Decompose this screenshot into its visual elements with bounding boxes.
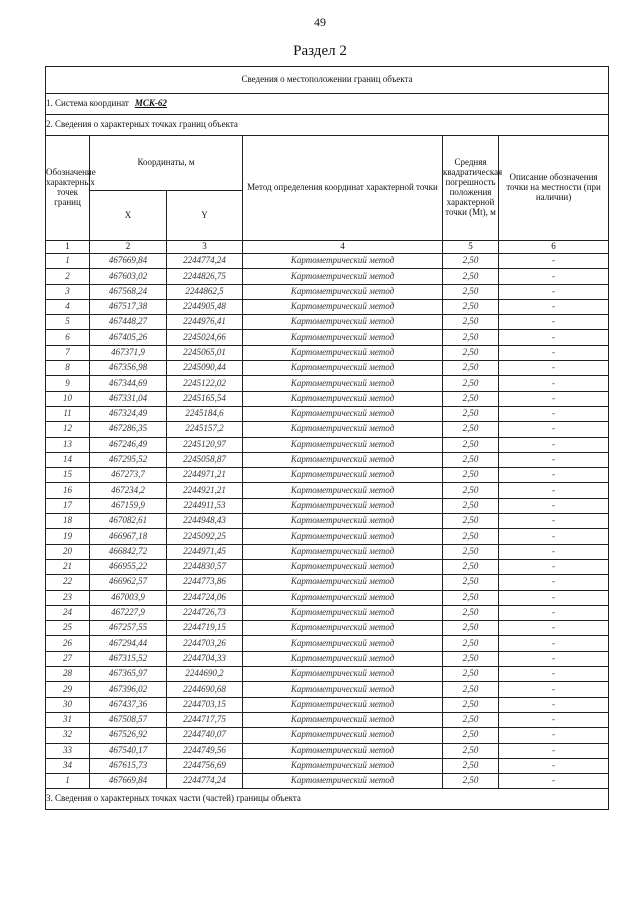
cell-description: - xyxy=(499,391,609,406)
cell-method: Картометрический метод xyxy=(243,559,443,574)
cell-accuracy: 2,50 xyxy=(443,605,499,620)
cell-y-coord: 2244749,56 xyxy=(167,743,243,758)
table-row xyxy=(46,406,609,421)
cell-description: - xyxy=(499,437,609,452)
cell-accuracy: 2,50 xyxy=(443,452,499,467)
header-y: Y xyxy=(167,191,243,241)
cell-method: Картометрический метод xyxy=(243,621,443,636)
cell-x-coord: 467344,69 xyxy=(90,376,167,391)
table-row xyxy=(46,728,609,743)
cell-method: Картометрический метод xyxy=(243,315,443,330)
cell-x-coord: 467526,92 xyxy=(90,728,167,743)
table-row xyxy=(46,621,609,636)
cell-point-id: 1 xyxy=(46,254,90,269)
cell-description: - xyxy=(499,575,609,590)
cell-accuracy: 2,50 xyxy=(443,269,499,284)
table-row xyxy=(46,651,609,666)
cell-y-coord: 2245122,02 xyxy=(167,376,243,391)
cell-y-coord: 2244690,68 xyxy=(167,682,243,697)
column-number: 5 xyxy=(443,241,499,254)
cell-method: Картометрический метод xyxy=(243,743,443,758)
cell-accuracy: 2,50 xyxy=(443,514,499,529)
cell-accuracy: 2,50 xyxy=(443,345,499,360)
cell-description: - xyxy=(499,758,609,773)
cell-x-coord: 467448,27 xyxy=(90,315,167,330)
cell-x-coord: 467257,55 xyxy=(90,621,167,636)
cell-x-coord: 467159,9 xyxy=(90,498,167,513)
cell-point-id: 30 xyxy=(46,697,90,712)
cell-x-coord: 467082,61 xyxy=(90,514,167,529)
cell-y-coord: 2245024,66 xyxy=(167,330,243,345)
cell-accuracy: 2,50 xyxy=(443,330,499,345)
cell-accuracy: 2,50 xyxy=(443,743,499,758)
cell-accuracy: 2,50 xyxy=(443,391,499,406)
header-description: Описание обозначения точки на местности (при наличии) xyxy=(499,136,609,241)
cell-description: - xyxy=(499,514,609,529)
table-row xyxy=(46,682,609,697)
cell-point-id: 17 xyxy=(46,498,90,513)
cell-point-id: 5 xyxy=(46,315,90,330)
cell-y-coord: 2244703,26 xyxy=(167,636,243,651)
cell-point-id: 18 xyxy=(46,514,90,529)
cell-accuracy: 2,50 xyxy=(443,575,499,590)
cell-x-coord: 467273,7 xyxy=(90,468,167,483)
table-row xyxy=(46,437,609,452)
cell-y-coord: 2244976,41 xyxy=(167,315,243,330)
cell-x-coord: 467246,49 xyxy=(90,437,167,452)
table-row xyxy=(46,299,609,314)
cell-y-coord: 2245184,6 xyxy=(167,406,243,421)
cell-y-coord: 2244704,33 xyxy=(167,651,243,666)
cell-point-id: 25 xyxy=(46,621,90,636)
cell-x-coord: 467294,44 xyxy=(90,636,167,651)
cell-y-coord: 2244690,2 xyxy=(167,667,243,682)
cell-description: - xyxy=(499,651,609,666)
cell-description: - xyxy=(499,697,609,712)
table-row xyxy=(46,590,609,605)
cell-point-id: 9 xyxy=(46,376,90,391)
cell-accuracy: 2,50 xyxy=(443,361,499,376)
cell-method: Картометрический метод xyxy=(243,667,443,682)
cell-point-id: 33 xyxy=(46,743,90,758)
cell-x-coord: 467568,24 xyxy=(90,284,167,299)
cell-y-coord: 2245065,01 xyxy=(167,345,243,360)
cell-accuracy: 2,50 xyxy=(443,667,499,682)
cell-accuracy: 2,50 xyxy=(443,254,499,269)
table-row xyxy=(46,712,609,727)
table-row xyxy=(46,269,609,284)
cell-method: Картометрический метод xyxy=(243,406,443,421)
cell-point-id: 31 xyxy=(46,712,90,727)
cell-point-id: 19 xyxy=(46,529,90,544)
cell-x-coord: 467517,38 xyxy=(90,299,167,314)
table-row xyxy=(46,575,609,590)
cell-x-coord: 467508,57 xyxy=(90,712,167,727)
cell-description: - xyxy=(499,743,609,758)
cell-y-coord: 2244717,75 xyxy=(167,712,243,727)
cell-x-coord: 467315,52 xyxy=(90,651,167,666)
cell-accuracy: 2,50 xyxy=(443,758,499,773)
table-row xyxy=(46,330,609,345)
cell-accuracy: 2,50 xyxy=(443,544,499,559)
cell-point-id: 28 xyxy=(46,667,90,682)
cell-method: Картометрический метод xyxy=(243,437,443,452)
cell-accuracy: 2,50 xyxy=(443,483,499,498)
cell-y-coord: 2244911,53 xyxy=(167,498,243,513)
cell-description: - xyxy=(499,498,609,513)
cell-description: - xyxy=(499,452,609,467)
cell-point-id: 20 xyxy=(46,544,90,559)
cell-y-coord: 2245058,87 xyxy=(167,452,243,467)
header-point-designation: Обозначение характерных точек границ xyxy=(46,136,90,241)
cell-description: - xyxy=(499,544,609,559)
cell-point-id: 11 xyxy=(46,406,90,421)
cell-method: Картометрический метод xyxy=(243,728,443,743)
cell-method: Картометрический метод xyxy=(243,345,443,360)
cell-x-coord: 467365,97 xyxy=(90,667,167,682)
cell-point-id: 24 xyxy=(46,605,90,620)
cell-point-id: 1 xyxy=(46,774,90,789)
table-row xyxy=(46,468,609,483)
cell-method: Картометрический метод xyxy=(243,468,443,483)
cell-y-coord: 2244726,73 xyxy=(167,605,243,620)
cell-description: - xyxy=(499,712,609,727)
cell-description: - xyxy=(499,590,609,605)
cell-description: - xyxy=(499,315,609,330)
cell-y-coord: 2244703,15 xyxy=(167,697,243,712)
cell-x-coord: 467356,98 xyxy=(90,361,167,376)
column-number: 3 xyxy=(167,241,243,254)
cell-y-coord: 2245157,2 xyxy=(167,422,243,437)
cell-x-coord: 466955,22 xyxy=(90,559,167,574)
table-row xyxy=(46,514,609,529)
cell-accuracy: 2,50 xyxy=(443,406,499,421)
table-row xyxy=(46,452,609,467)
cell-point-id: 7 xyxy=(46,345,90,360)
cell-point-id: 29 xyxy=(46,682,90,697)
page-number: 49 xyxy=(314,15,326,29)
cell-x-coord: 467295,52 xyxy=(90,452,167,467)
table-row xyxy=(46,529,609,544)
cell-accuracy: 2,50 xyxy=(443,697,499,712)
cell-y-coord: 2244774,24 xyxy=(167,774,243,789)
table-row xyxy=(46,605,609,620)
cell-accuracy: 2,50 xyxy=(443,498,499,513)
cell-method: Картометрический метод xyxy=(243,712,443,727)
cell-point-id: 15 xyxy=(46,468,90,483)
cell-y-coord: 2244773,86 xyxy=(167,575,243,590)
cell-method: Картометрический метод xyxy=(243,605,443,620)
table-row xyxy=(46,361,609,376)
table-row xyxy=(46,315,609,330)
cell-x-coord: 467669,84 xyxy=(90,254,167,269)
cell-y-coord: 2245165,54 xyxy=(167,391,243,406)
cell-y-coord: 2245090,44 xyxy=(167,361,243,376)
cell-method: Картометрический метод xyxy=(243,483,443,498)
cell-description: - xyxy=(499,774,609,789)
cell-y-coord: 2244948,43 xyxy=(167,514,243,529)
cell-x-coord: 467405,26 xyxy=(90,330,167,345)
cell-x-coord: 467371,9 xyxy=(90,345,167,360)
table-row xyxy=(46,391,609,406)
cell-description: - xyxy=(499,361,609,376)
cell-y-coord: 2244724,06 xyxy=(167,590,243,605)
cell-accuracy: 2,50 xyxy=(443,590,499,605)
cell-method: Картометрический метод xyxy=(243,514,443,529)
cell-x-coord: 466842,72 xyxy=(90,544,167,559)
cell-y-coord: 2244719,15 xyxy=(167,621,243,636)
cell-description: - xyxy=(499,376,609,391)
cell-point-id: 12 xyxy=(46,422,90,437)
cell-description: - xyxy=(499,345,609,360)
cell-description: - xyxy=(499,269,609,284)
cell-method: Картометрический метод xyxy=(243,590,443,605)
table-row xyxy=(46,697,609,712)
table-row xyxy=(46,758,609,773)
cell-description: - xyxy=(499,422,609,437)
cell-description: - xyxy=(499,483,609,498)
cell-x-coord: 467331,04 xyxy=(90,391,167,406)
cell-method: Картометрический метод xyxy=(243,330,443,345)
table-row xyxy=(46,345,609,360)
cell-x-coord: 467437,36 xyxy=(90,697,167,712)
cell-x-coord: 467615,73 xyxy=(90,758,167,773)
cell-point-id: 8 xyxy=(46,361,90,376)
coord-system-value: МСК-62 xyxy=(134,98,167,109)
cell-accuracy: 2,50 xyxy=(443,728,499,743)
cell-method: Картометрический метод xyxy=(243,544,443,559)
cell-x-coord: 467396,02 xyxy=(90,682,167,697)
cell-description: - xyxy=(499,406,609,421)
part-points-section-label: 3. Сведения о характерных точках части (частей) границы объекта xyxy=(46,789,609,810)
table-row xyxy=(46,422,609,437)
cell-description: - xyxy=(499,254,609,269)
cell-method: Картометрический метод xyxy=(243,361,443,376)
table-row xyxy=(46,498,609,513)
cell-accuracy: 2,50 xyxy=(443,299,499,314)
cell-accuracy: 2,50 xyxy=(443,315,499,330)
cell-point-id: 23 xyxy=(46,590,90,605)
cell-y-coord: 2244774,24 xyxy=(167,254,243,269)
cell-x-coord: 467540,17 xyxy=(90,743,167,758)
cell-accuracy: 2,50 xyxy=(443,774,499,789)
section-title: Раздел 2 xyxy=(293,43,347,59)
cell-point-id: 16 xyxy=(46,483,90,498)
cell-accuracy: 2,50 xyxy=(443,682,499,697)
cell-y-coord: 2244905,48 xyxy=(167,299,243,314)
cell-method: Картометрический метод xyxy=(243,254,443,269)
cell-y-coord: 2245120,97 xyxy=(167,437,243,452)
cell-method: Картометрический метод xyxy=(243,758,443,773)
cell-method: Картометрический метод xyxy=(243,269,443,284)
cell-y-coord: 2244740,07 xyxy=(167,728,243,743)
cell-accuracy: 2,50 xyxy=(443,437,499,452)
cell-point-id: 13 xyxy=(46,437,90,452)
cell-point-id: 27 xyxy=(46,651,90,666)
cell-point-id: 10 xyxy=(46,391,90,406)
header-coordinates: Координаты, м xyxy=(90,136,243,191)
cell-method: Картометрический метод xyxy=(243,697,443,712)
cell-description: - xyxy=(499,559,609,574)
table-row xyxy=(46,559,609,574)
cell-accuracy: 2,50 xyxy=(443,468,499,483)
cell-method: Картометрический метод xyxy=(243,529,443,544)
cell-point-id: 32 xyxy=(46,728,90,743)
header-x: X xyxy=(90,191,167,241)
cell-y-coord: 2244862,5 xyxy=(167,284,243,299)
cell-description: - xyxy=(499,605,609,620)
cell-y-coord: 2244826,75 xyxy=(167,269,243,284)
cell-point-id: 21 xyxy=(46,559,90,574)
cell-description: - xyxy=(499,621,609,636)
table-row xyxy=(46,544,609,559)
cell-accuracy: 2,50 xyxy=(443,284,499,299)
cell-description: - xyxy=(499,682,609,697)
cell-point-id: 4 xyxy=(46,299,90,314)
cell-accuracy: 2,50 xyxy=(443,422,499,437)
cell-x-coord: 467324,49 xyxy=(90,406,167,421)
boundary-table xyxy=(45,66,609,810)
cell-accuracy: 2,50 xyxy=(443,621,499,636)
cell-point-id: 2 xyxy=(46,269,90,284)
cell-x-coord: 467669,84 xyxy=(90,774,167,789)
cell-method: Картометрический метод xyxy=(243,391,443,406)
cell-point-id: 26 xyxy=(46,636,90,651)
cell-method: Картометрический метод xyxy=(243,284,443,299)
cell-y-coord: 2244830,57 xyxy=(167,559,243,574)
cell-description: - xyxy=(499,299,609,314)
cell-accuracy: 2,50 xyxy=(443,651,499,666)
cell-method: Картометрический метод xyxy=(243,452,443,467)
cell-x-coord: 467227,9 xyxy=(90,605,167,620)
cell-x-coord: 467603,02 xyxy=(90,269,167,284)
cell-method: Картометрический метод xyxy=(243,651,443,666)
cell-x-coord: 466967,18 xyxy=(90,529,167,544)
table-row xyxy=(46,636,609,651)
table-row xyxy=(46,743,609,758)
cell-accuracy: 2,50 xyxy=(443,712,499,727)
cell-description: - xyxy=(499,529,609,544)
cell-x-coord: 467003,9 xyxy=(90,590,167,605)
cell-method: Картометрический метод xyxy=(243,774,443,789)
table-row xyxy=(46,667,609,682)
table-row xyxy=(46,254,609,269)
cell-description: - xyxy=(499,468,609,483)
cell-y-coord: 2244971,21 xyxy=(167,468,243,483)
table-title: Сведения о местоположении границ объекта xyxy=(46,67,609,94)
cell-point-id: 22 xyxy=(46,575,90,590)
points-section-label: 2. Сведения о характерных точках границ объекта xyxy=(46,115,609,136)
cell-y-coord: 2244921,21 xyxy=(167,483,243,498)
cell-point-id: 14 xyxy=(46,452,90,467)
cell-method: Картометрический метод xyxy=(243,498,443,513)
cell-description: - xyxy=(499,636,609,651)
cell-y-coord: 2245092,25 xyxy=(167,529,243,544)
cell-method: Картометрический метод xyxy=(243,299,443,314)
table-row xyxy=(46,483,609,498)
cell-x-coord: 467234,2 xyxy=(90,483,167,498)
table-row xyxy=(46,284,609,299)
cell-accuracy: 2,50 xyxy=(443,376,499,391)
cell-description: - xyxy=(499,728,609,743)
cell-method: Картометрический метод xyxy=(243,376,443,391)
column-number: 2 xyxy=(90,241,167,254)
header-accuracy: Средняя квадратическая погрешность положения характерной точки (Мt), м xyxy=(443,136,499,241)
cell-x-coord: 466962,57 xyxy=(90,575,167,590)
cell-point-id: 6 xyxy=(46,330,90,345)
cell-y-coord: 2244971,45 xyxy=(167,544,243,559)
cell-method: Картометрический метод xyxy=(243,575,443,590)
column-number: 6 xyxy=(499,241,609,254)
coord-system-row xyxy=(46,94,609,115)
cell-method: Картометрический метод xyxy=(243,682,443,697)
table-row xyxy=(46,376,609,391)
table-row xyxy=(46,774,609,789)
cell-description: - xyxy=(499,284,609,299)
cell-point-id: 3 xyxy=(46,284,90,299)
column-number: 1 xyxy=(46,241,90,254)
cell-point-id: 34 xyxy=(46,758,90,773)
coord-system-label: 1. Система координат xyxy=(46,98,129,109)
cell-description: - xyxy=(499,667,609,682)
cell-accuracy: 2,50 xyxy=(443,636,499,651)
cell-description: - xyxy=(499,330,609,345)
cell-method: Картометрический метод xyxy=(243,636,443,651)
header-method: Метод определения координат характерной точки xyxy=(243,136,443,241)
column-number: 4 xyxy=(243,241,443,254)
cell-accuracy: 2,50 xyxy=(443,559,499,574)
cell-x-coord: 467286,35 xyxy=(90,422,167,437)
cell-method: Картометрический метод xyxy=(243,422,443,437)
cell-accuracy: 2,50 xyxy=(443,529,499,544)
cell-y-coord: 2244756,69 xyxy=(167,758,243,773)
